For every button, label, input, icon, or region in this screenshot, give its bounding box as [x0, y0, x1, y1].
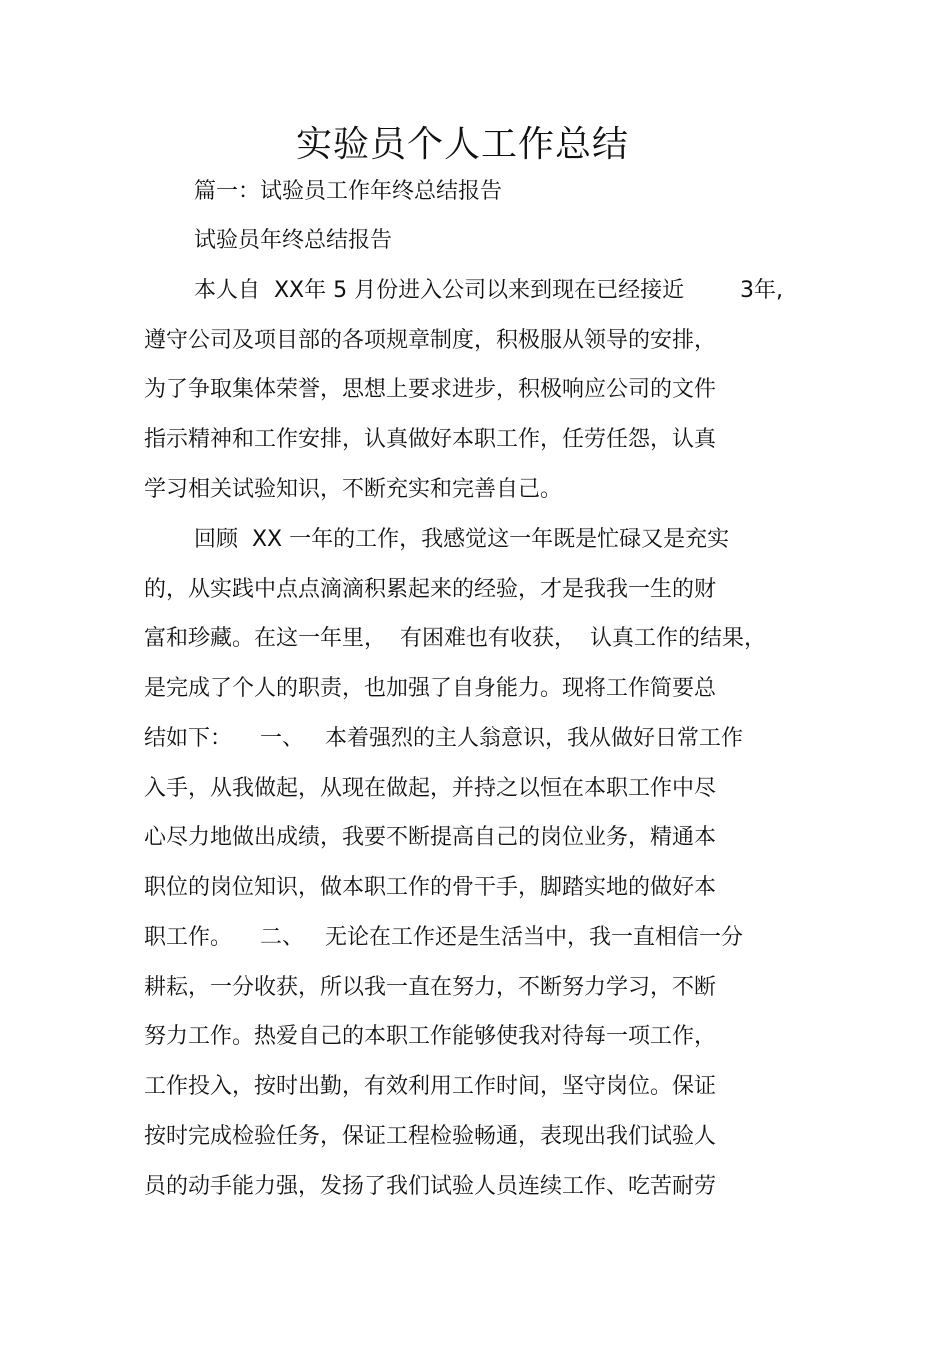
paragraph-line: 学习相关试验知识，不断充实和完善自己。	[144, 477, 563, 502]
paragraph-line: 耕耘，一分收获，所以我一直在努力，不断努力学习，不断	[144, 975, 717, 1000]
report-subtitle: 试验员年终总结报告	[194, 228, 393, 253]
paragraph-line: 是完成了个人的职责，也加强了自身能力。现将工作简要总	[144, 676, 717, 701]
paragraph-line: 员的动手能力强，发扬了我们试验人员连续工作、吃苦耐劳	[144, 1174, 717, 1199]
paragraph-line: 入手，从我做起，从现在做起，并持之以恒在本职工作中尽	[144, 776, 717, 801]
paragraph-line: 结如下： 一、 本着强烈的主人翁意识，我从做好日常工作	[144, 726, 743, 751]
paragraph-line: 职工作。 二、 无论在工作还是生活当中，我一直相信一分	[144, 925, 743, 950]
document-title: 实验员个人工作总结	[295, 124, 629, 165]
paragraph-line: 按时完成检验任务，保证工程检验畅通，表现出我们试验人	[144, 1124, 717, 1149]
paragraph-line: 努力工作。热爱自己的本职工作能够使我对待每一项工作，	[144, 1024, 717, 1049]
paragraph-line: 心尽力地做出成绩，我要不断提高自己的岗位业务，精通本	[144, 825, 717, 850]
paragraph-line: 职位的岗位知识，做本职工作的骨干手，脚踏实地的做好本	[144, 875, 717, 900]
section-heading: 篇一：试验员工作年终总结报告	[194, 179, 503, 204]
paragraph-line: 工作投入，按时出勤，有效利用工作时间，坚守岗位。保证	[144, 1074, 717, 1099]
paragraph-line: 指示精神和工作安排，认真做好本职工作，任劳任怨，认真	[144, 427, 717, 452]
paragraph-line: 遵守公司及项目部的各项规章制度，积极服从领导的安排，	[144, 328, 717, 353]
paragraph-line: 富和珍藏。在这一年里， 有困难也有收获， 认真工作的结果，	[144, 626, 766, 651]
paragraph-line: 本人自 XX年 5 月份进入公司以来到现在已经接近 3年,	[194, 278, 784, 303]
paragraph-line: 回顾 XX 一年的工作，我感觉这一年既是忙碌又是充实	[194, 527, 730, 552]
paragraph-line: 为了争取集体荣誉，思想上要求进步，积极响应公司的文件	[144, 377, 717, 402]
paragraph-line: 的，从实践中点点滴滴积累起来的经验，才是我我一生的财	[144, 577, 717, 602]
